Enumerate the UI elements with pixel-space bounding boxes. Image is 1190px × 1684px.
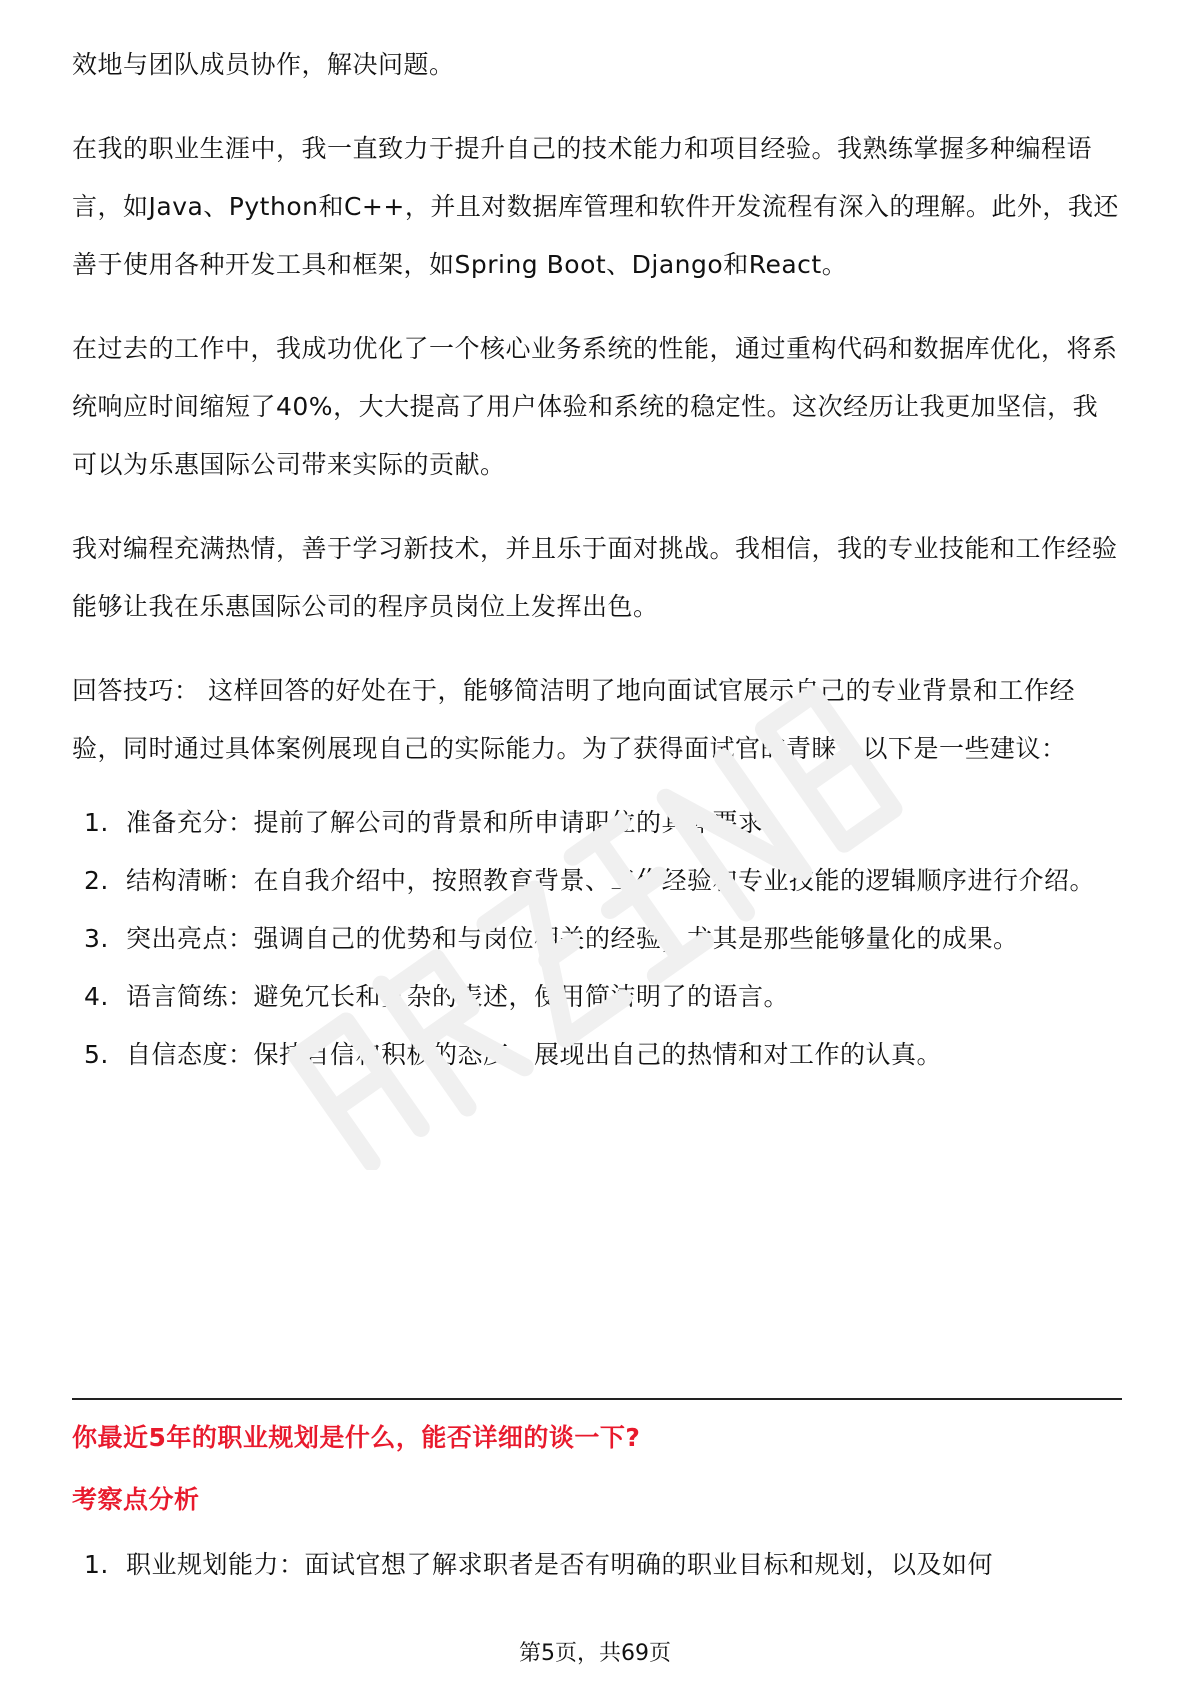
list-item — [72, 794, 1122, 852]
list-item — [72, 1026, 1122, 1084]
tips-list — [72, 794, 1122, 1084]
list-item — [72, 910, 1122, 968]
list-number: 1. — [84, 808, 109, 837]
list-number: 1. — [84, 1550, 109, 1579]
list-number: 2. — [84, 866, 109, 895]
list-text: 自信态度：保持自信和积极的态度，展现出自己的热情和对工作的认真。 — [126, 1040, 943, 1069]
analysis-list — [72, 1536, 1132, 1594]
list-number: 5. — [84, 1040, 109, 1069]
list-item — [72, 1536, 1132, 1594]
list-text: 突出亮点：强调自己的优势和与岗位相关的经验，尤其是那些能够量化的成果。 — [126, 924, 1019, 953]
list-text: 结构清晰：在自我介绍中，按照教育背景、工作经验和专业技能的逻辑顺序进行介绍。 — [126, 866, 1096, 895]
list-item — [72, 852, 1122, 910]
paragraph-passion: 我对编程充满热情，善于学习新技术，并且乐于面对挑战。我相信，我的专业技能和工作经验能够让我在乐惠国际公司的程序员岗位上发挥出色。 — [72, 534, 1118, 621]
analysis-heading: 考察点分析 — [72, 1485, 200, 1514]
paragraph-achievement: 在过去的工作中，我成功优化了一个核心业务系统的性能，通过重构代码和数据库优化，将系统响应时间缩短了40%，大大提高了用户体验和系统的稳定性。这次经历让我更加坚信，我可以为乐惠国际公司带来实际的贡献。 — [72, 334, 1118, 479]
document-body — [72, 36, 1122, 1084]
paragraph-intro-end: 效地与团队成员协作，解决问题。 — [72, 50, 455, 79]
list-number: 3. — [84, 924, 109, 953]
list-text: 准备充分：提前了解公司的背景和所申请职位的具体要求。 — [126, 808, 790, 837]
list-number: 4. — [84, 982, 109, 1011]
list-text: 语言简练：避免冗长和复杂的表述，使用简洁明了的语言。 — [126, 982, 790, 1011]
question-title: 你最近5年的职业规划是什么，能否详细的谈一下? — [72, 1423, 641, 1452]
paragraph-answer-tips: 回答技巧： 这样回答的好处在于，能够简洁明了地向面试官展示自己的专业背景和工作经验，同时通过具体案例展现自己的实际能力。为了获得面试官的青睐，以下是一些建议： — [72, 676, 1075, 763]
section-divider — [72, 1398, 1122, 1400]
list-item — [72, 968, 1122, 1026]
page-footer: 第5页，共69页 — [519, 1641, 671, 1666]
paragraph-skills: 在我的职业生涯中，我一直致力于提升自己的技术能力和项目经验。我熟练掌握多种编程语言，如Java、Python和C++，并且对数据库管理和软件开发流程有深入的理解。此外，我还善于使用各种开发工具和框架，如Spring Boot、Django和React。 — [72, 134, 1119, 279]
list-text: 职业规划能力：面试官想了解求职者是否有明确的职业目标和规划，以及如何 — [126, 1550, 994, 1579]
